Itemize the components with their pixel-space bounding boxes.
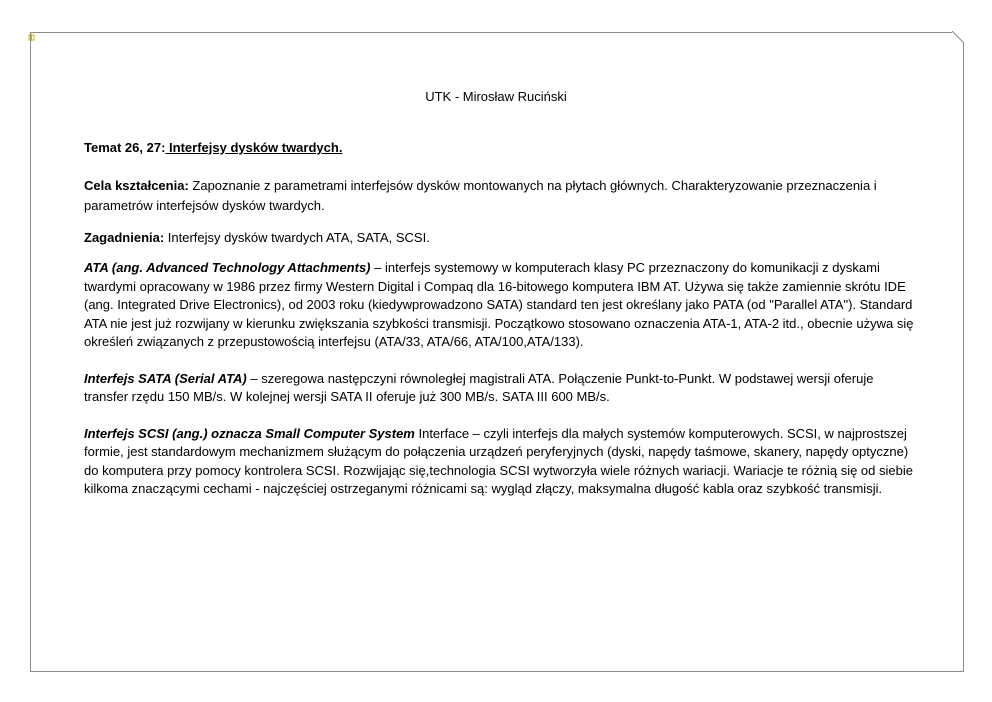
goals-paragraph <box>84 176 914 216</box>
goals-label: Cela kształcenia: <box>84 177 189 193</box>
issues-paragraph <box>84 229 914 248</box>
ata-paragraph <box>84 259 914 352</box>
goals-text: Zapoznanie z parametrami interfejsów dysków montowanych na płytach głównych. Charakteryzowanie przeznaczenia i parametrów interfejsów dysków twardych. <box>84 177 877 213</box>
topic-title: Interfejsy dysków twardych. <box>165 140 343 155</box>
ata-text: – interfejs systemowy w komputerach klasy PC przeznaczony do komunikacji z dyskami twardymi opracowany w 1986 przez firmy Western Digital i Compaq dla 16-bitowego komputera IBM AT. Używa się także zamiennie skrótu IDE (ang. Integrated Drive Electronics), od 2003 roku (kiedywprowadzono SATA) standard ten jest określany jako PATA (od "Parallel ATA"). Standard ATA nie jest już rozwijany w kierunku zwiększania szybkości transmisji. Początkowo stosowano oznaczenia ATA-1, ATA-2 itd., obecnie używa się określeń związanych z przepustowością interfejsu (ATA/33, ATA/66, ATA/100,ATA/133). <box>84 260 914 349</box>
sata-paragraph <box>84 370 914 407</box>
document-body <box>84 139 914 499</box>
topic-prefix: Temat 26, 27: <box>84 140 166 155</box>
page-corner-fold-icon <box>952 31 964 43</box>
issues-label: Zagadnienia: <box>84 229 165 245</box>
sata-text: – szeregowa następczyni równoległej magistrali ATA. Połączenie Punkt-to-Punkt. W podstawej wersji oferuje transfer rzędu 150 MB/s. W kolejnej wersji SATA II oferuje już 300 MB/s. SATA III 600 MB/s. <box>84 370 874 404</box>
issues-text: Interfejsy dysków twardych ATA, SATA, SCSI. <box>164 229 430 245</box>
ata-lead: ATA (ang. Advanced Technology Attachments) <box>84 260 371 275</box>
scsi-lead: Interfejs SCSI (ang.) oznacza Small Computer System <box>84 425 415 441</box>
topic-line <box>84 139 914 158</box>
anchor-icon <box>28 28 35 35</box>
sata-lead: Interfejs SATA (Serial ATA) <box>84 370 247 386</box>
scsi-text: Interface – czyli interfejs dla małych systemów komputerowych. SCSI, w najprostszej formie, jest standardowym mechanizmem służącym do połączenia urządzeń peryferyjnych (dyski, napędy taśmowe, skanery, napędy optyczne) do komputera przy pomocy kontrolera SCSI. Rozwijając się,technologia SCSI wytworzyła wiele różnych wariacji. Wariacje te różnią się od siebie kilkoma znaczącymi cechami - najczęściej ostrzeganymi różnicami są: wygląd złączy, maksymalna długość kabla oraz szybkość transmisji. <box>84 425 913 496</box>
scsi-paragraph <box>84 425 914 499</box>
page-header: UTK - Mirosław Ruciński <box>425 89 567 104</box>
